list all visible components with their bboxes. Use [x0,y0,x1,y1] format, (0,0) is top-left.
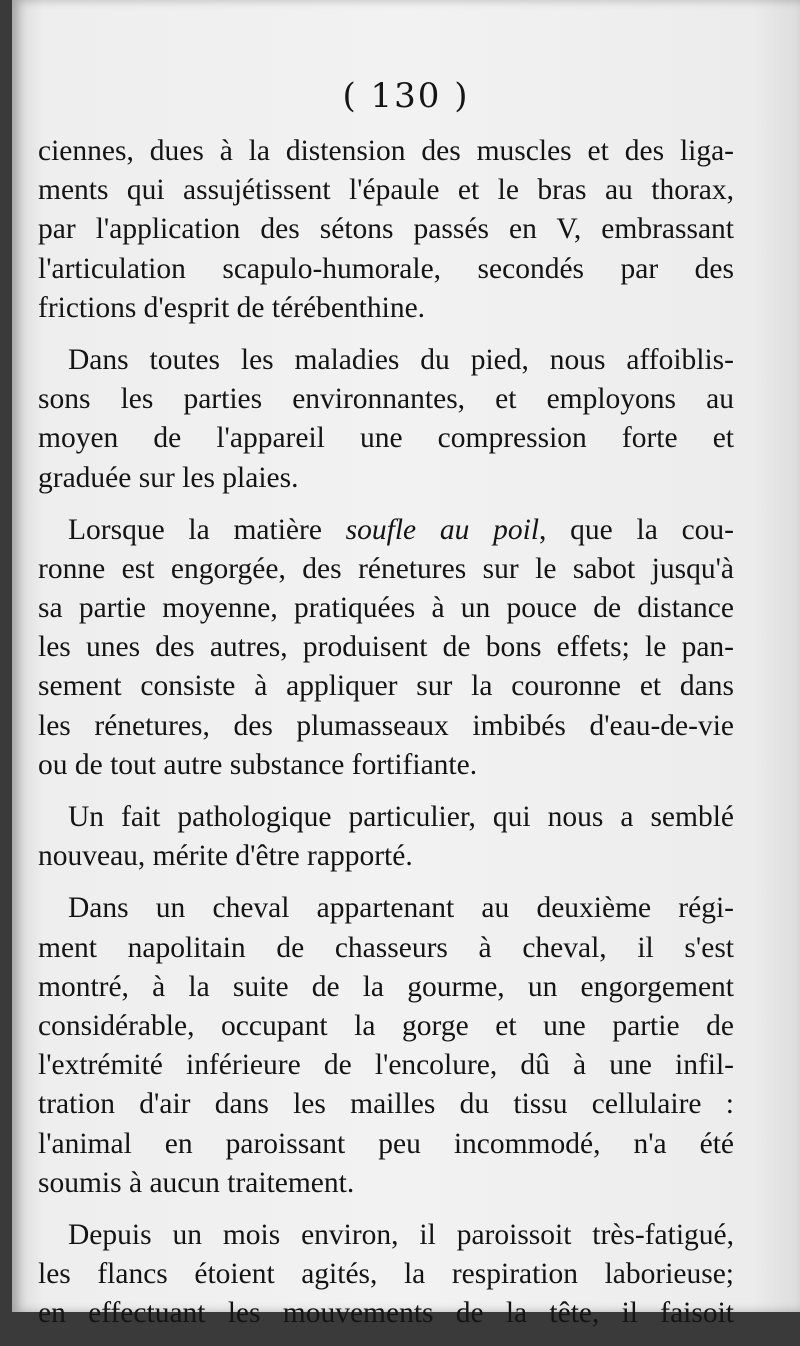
text-line: Dans toutes les maladies du pied, nous affoiblis- [68,343,734,376]
text-line: ciennes, dues à la distension des muscles et des liga- [38,135,734,167]
text-line: montré, à la suite de la gourme, un engorgement [38,970,734,1003]
text-line: ments qui assujétissent l'épaule et le bras au thorax, [38,174,734,207]
text-line: sa partie moyenne, pratiquées à un pouce de distance [38,592,734,625]
text-line: par l'application des sétons passés en V, embrassant [38,213,734,246]
text-line: nouveau, mérite d'être rapporté. [38,840,413,873]
text-line: ment napolitain de chasseurs à cheval, il s'est [38,931,734,964]
page-body [38,132,734,1346]
book-page [12,0,800,1330]
paragraph-1 [38,132,734,328]
text-line: Depuis un mois environ, il paroissoit très-fatigué, [68,1218,734,1251]
text-line: les rénetures, des plumasseaux imbibés d'eau-de-vie [38,709,734,742]
page-number: ( 130 ) [342,76,470,116]
text-line: frictions d'esprit de térébenthine. [38,291,426,324]
text-segment: , que la cou- [539,513,734,546]
paragraph-2 [38,341,734,498]
paragraph-6 [38,1216,734,1334]
text-line: considérable, occupant la gorge et une partie de [38,1009,734,1042]
text-line: les flancs étoient agités, la respiration laborieuse; [38,1258,734,1291]
italic-phrase: soufle au poil [345,513,540,546]
text-line: l'articulation scapulo-humorale, secondés par des [38,252,734,285]
paragraph-3 [38,511,734,785]
text-line: Un fait pathologique particulier, qui nous a semblé [68,801,734,833]
text-segment: Lorsque la matière [68,513,346,546]
text-line: Dans un cheval appartenant au deuxième régi- [68,892,734,925]
text-line: l'animal en paroissant peu incommodé, n'a été [38,1127,734,1160]
text-line: moyen de l'appareil une compression forte et [38,422,734,455]
text-line: ou de tout autre substance fortifiante. [38,748,478,781]
text-line: l'extrémité inférieure de l'encolure, dû à une infil- [38,1049,734,1082]
text-line: graduée sur les plaies. [38,461,299,494]
text-line: ronne est engorgée, des rénetures sur le sabot jusqu'à [38,552,734,585]
text-line: en effectuant les mouvements de la tête, il faisoit [38,1297,734,1330]
text-line: les unes des autres, produisent de bons effets; le pan- [38,631,734,664]
text-line: tration d'air dans les mailles du tissu cellulaire : [38,1088,734,1121]
text-line: soumis à aucun traitement. [38,1166,355,1199]
text-line: sement consiste à appliquer sur la couronne et dans [38,670,734,703]
text-line [38,511,734,550]
paragraph-4 [38,798,734,876]
paragraph-5 [38,889,734,1203]
text-line: sons les parties environnantes, et employons au [38,383,734,416]
